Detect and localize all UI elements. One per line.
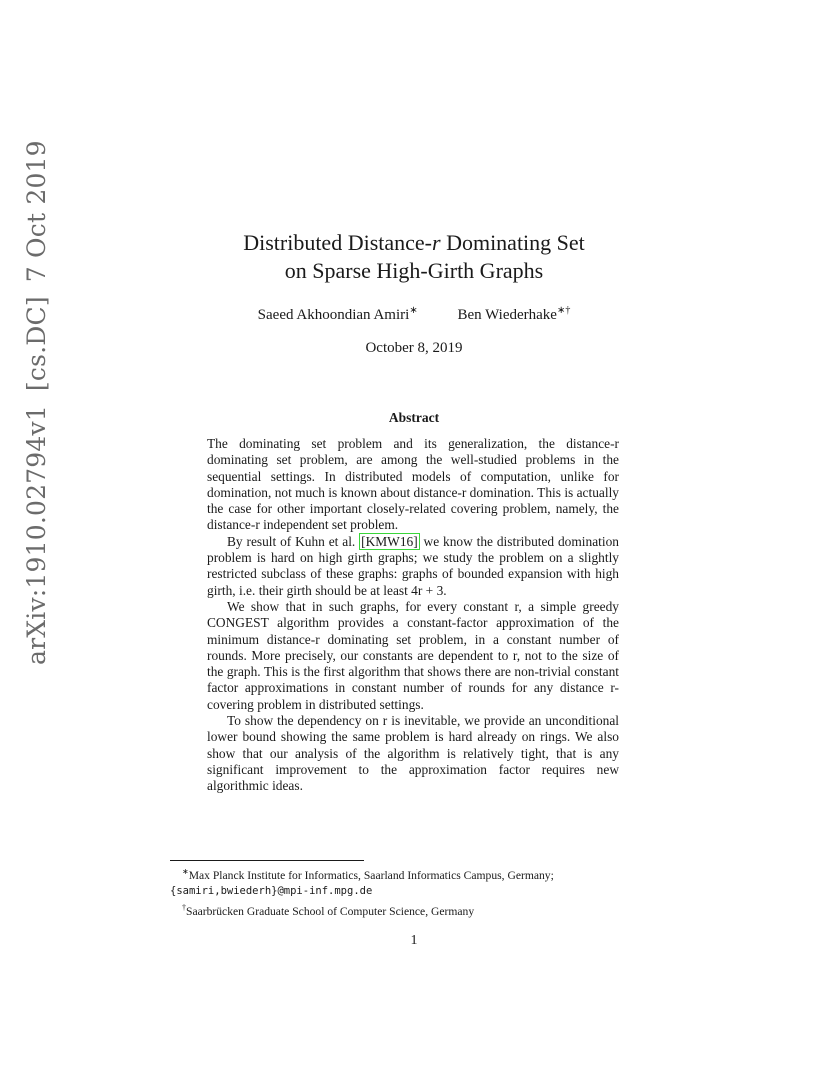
- arxiv-stamp: [22, 126, 51, 665]
- footnote-2: †Saarbrücken Graduate School of Computer Science, Germany: [182, 902, 475, 918]
- footnote-email: {samiri,bwiederh}@mpi-inf.mpg.de: [170, 885, 373, 898]
- author-2: Ben Wiederhake∗†: [457, 305, 571, 323]
- author-list: [0, 305, 828, 324]
- footnote-rule: [170, 860, 364, 861]
- abstract-body: [207, 436, 619, 795]
- abstract-heading: Abstract: [388, 410, 440, 425]
- footnote-1: ∗Max Planck Institute for Informatics, Saarland Informatics Campus, Germany; {samiri,bwiederh}@mpi-inf.mpg.de: [170, 867, 554, 898]
- abstract-paragraph-4: To show the dependency on r is inevitable, we provide an unconditional lower bound showing the same problem is hard already on rings. We also show that our analysis of the algorithm is relatively tight, that is any significant improvement to the approximation factor requires new algorithmic ideas.: [207, 713, 619, 794]
- abstract-paragraph-2: By result of Kuhn et al. [KMW16] we know the distributed domination problem is hard on high girth graphs; we study the problem on a slightly restricted subclass of these graphs: graphs of bounded expansion with high girth, i.e. their girth should be at least 4r + 3.: [207, 533, 619, 598]
- paper-date: October 8, 2019: [365, 340, 463, 356]
- arxiv-id: arXiv:1910.02794v1: [22, 405, 51, 665]
- citation-link[interactable]: [KMW16]: [361, 533, 418, 549]
- title-line-1: Distributed Distance-r Dominating Set: [243, 230, 585, 255]
- arxiv-category: [cs.DC]: [22, 296, 51, 392]
- arxiv-date: 7 Oct 2019: [22, 140, 51, 283]
- paper-title: [0, 229, 828, 285]
- footnotes: [170, 864, 658, 919]
- abstract-paragraph-1: The dominating set problem and its generalization, the distance-r dominating set problem, are among the well-studied problems in the sequential settings. In distributed models of computation, unlike for domination, not much is known about distance-r domination. This is actually the case for other important closely-related covering problem, namely, the distance-r independent set problem.: [207, 436, 619, 533]
- abstract-paragraph-3: We show that in such graphs, for every constant r, a simple greedy CONGEST algorithm provides a constant-factor approximation of the minimum distance-r dominating set problem, in a constant number of rounds. More precisely, our constants are dependent to r, not to the size of the graph. This is the first algorithm that shows there are non-trivial constant factor approximations in constant number of rounds for any distance r-covering problem in distributed settings.: [207, 598, 619, 712]
- author-1: Saeed Akhoondian Amiri∗: [257, 305, 418, 323]
- page-number: 1: [410, 933, 418, 948]
- title-line-2: on Sparse High-Girth Graphs: [284, 258, 544, 283]
